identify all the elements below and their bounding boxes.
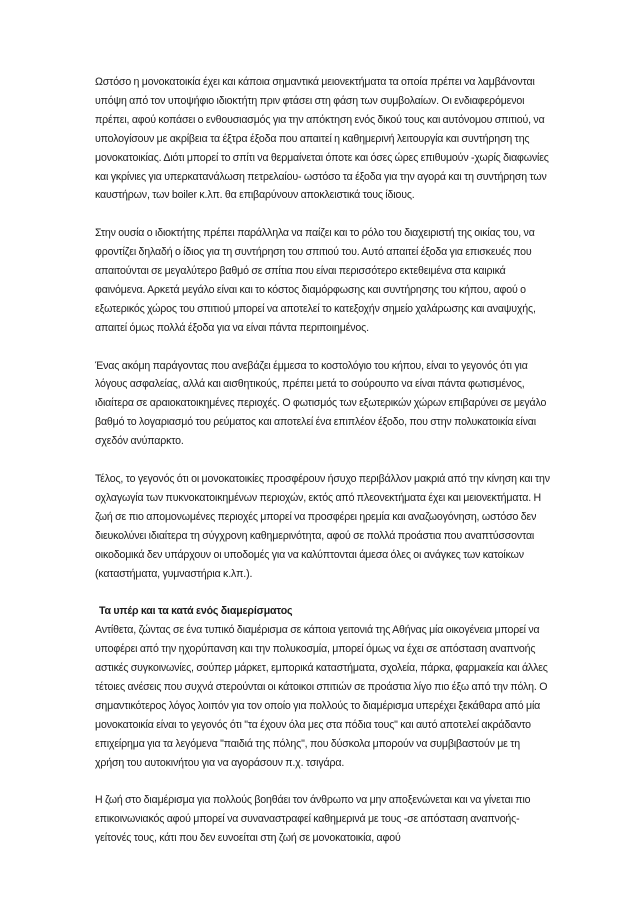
paragraph-apartment-social: Η ζωή στο διαμέρισμα για πολλούς βοηθάει τον άνθρωπο να μην αποξενώνεται και να γίνεται πιο επικοινωνιακός αφού μπορεί να συναναστραφεί καθημερινά με τους -σε απόσταση αναπνοής- γείτονές τους, κάτι που δεν ευνοείται στη ζωή σε μονοκατοικία, αφού bbox=[95, 794, 531, 845]
paragraph-disadvantages-intro: Ωστόσο η μονοκατοικία έχει και κάποια σημαντικά μειονεκτήματα τα οποία πρέπει να λαμβάνονται υπόψη από τον υποψήφιο ιδιοκτήτη πριν φτάσει στη φάση των συμβολαίων. Οι ενδιαφερόμενοι πρέπει, αφού κοπάσει ο ενθουσιασμός για την απόκτηση ενός δικού τους και αυτόνομου σπιτιού, να υπολογίσουν με ακρίβεια τα έξτρα έξοδα που απαιτεί η καθημερινή λειτουργία και συντήρηση της μονοκατοικίας. Διότι μπορεί το σπίτι να θερμαίνεται όποτε και όσες ώρες επιθυμούν -χωρίς διαφωνίες και γκρίνιες για υπερκατανάλωση πετρελαίου- ωστόσο τα έξοδα για την αγορά και τη συντήρηση των καυστήρων, των boiler κ.λπ. θα επιβαρύνουν αποκλειστικά τους ίδιους. bbox=[95, 76, 549, 202]
paragraph-apartment-pros: Αντίθετα, ζώντας σε ένα τυπικό διαμέρισμα σε κάποια γειτονιά της Αθήνας μία οικογένεια μπορεί να υποφέρει από την ηχορύπανση και την πολυκοσμία, μπορεί όμως να έχει σε απόσταση αναπνοής αστικές συγκοινωνίες, σούπερ μάρκετ, εμπορικά καταστήματα, σχολεία, πάρκα, φαρμακεία και άλλες τέτοιες ανέσεις που συχνά στερούνται οι κάτοικοι σπιτιών σε προάστια λίγο πιο έξω από την πόλη. Ο σημαντικότερος λόγος λοιπόν για τον οποίο για πολλούς το διαμέρισμα υπερέχει ξεκάθαρα από μία μονοκατοικία είναι το γεγονός ότι "τα έχουν όλα μες στα πόδια τους" και αυτό αποτελεί ακράδαντο επιχείρημα για τα λεγόμενα "παιδιά της πόλης", που δύσκολα μπορούν να συμβιβαστούν με τη χρήση του αυτοκινήτου για να αγοράσουν π.χ. τσιγάρα. bbox=[95, 624, 548, 769]
paragraph-garden-lighting: Ένας ακόμη παράγοντας που ανεβάζει έμμεσα το κοστολόγιο του κήπου, είναι το γεγονός ότι για λόγους ασφαλείας, αλλά και αισθητικούς, πρέπει μετά το σούρουπο να είναι πάντα φωτισμένος, ιδιαίτερα σε αραιοκατοικημένες περιοχές. Ο φωτισμός των εξωτερικών χώρων επιβαρύνει σε μεγάλο βαθμό το λογαριασμό του ρεύματος και αποτελεί ένα επιπλέον έξοδο, που στην πολυκατοικία είναι σχεδόν ανύπαρκτο. bbox=[95, 359, 547, 448]
document-body bbox=[95, 73, 551, 867]
paragraph-isolation: Τέλος, το γεγονός ότι οι μονοκατοικίες προσφέρουν ήσυχο περιβάλλον μακριά από την κίνηση και την οχλαγωγία των πυκνοκατοικημένων περιοχών, εκτός από πλεονεκτήματα έχει και μειονεκτήματα. Η ζωή σε πιο απομονωμένες περιοχές μπορεί να προσφέρει ηρεμία και αναζωογόνηση, ωστόσο δεν διευκολύνει ιδιαίτερα τη σύγχρονη καθημερινότητα, αφού σε πολλά προάστια που αναπτύσσονται οικοδομικά δεν υπάρχουν οι υποδομές για να καλύπτονται άμεσα όλες οι ανάγκες των κατοίκων (καταστήματα, γυμναστήρια κ.λπ.). bbox=[95, 472, 550, 580]
paragraph-owner-maintenance: Στην ουσία ο ιδιοκτήτης πρέπει παράλληλα να παίζει και το ρόλο του διαχειριστή της οικίας του, να φροντίζει δηλαδή ο ίδιος για τη συντήρηση του σπιτιού του. Αυτό απαιτεί έξοδα για επισκευές που απαιτούνται σε μεγαλύτερο βαθμό σε σπίτια που είναι περισσότερο εκτεθειμένα στα καιρικά φαινόμενα. Αρκετά μεγάλο είναι και το κόστος διαμόρφωσης και συντήρησης του κήπου, αφού ο εξωτερικός χώρος του σπιτιού μπορεί να αποτελεί το κατεξοχήν σημείο χαλάρωσης και αναψυχής, απαιτεί όμως πολλά έξοδα για να είναι πάντα περιποιημένος. bbox=[95, 227, 536, 334]
section-heading: Τα υπέρ και τα κατά ενός διαμερίσματος bbox=[99, 605, 293, 618]
